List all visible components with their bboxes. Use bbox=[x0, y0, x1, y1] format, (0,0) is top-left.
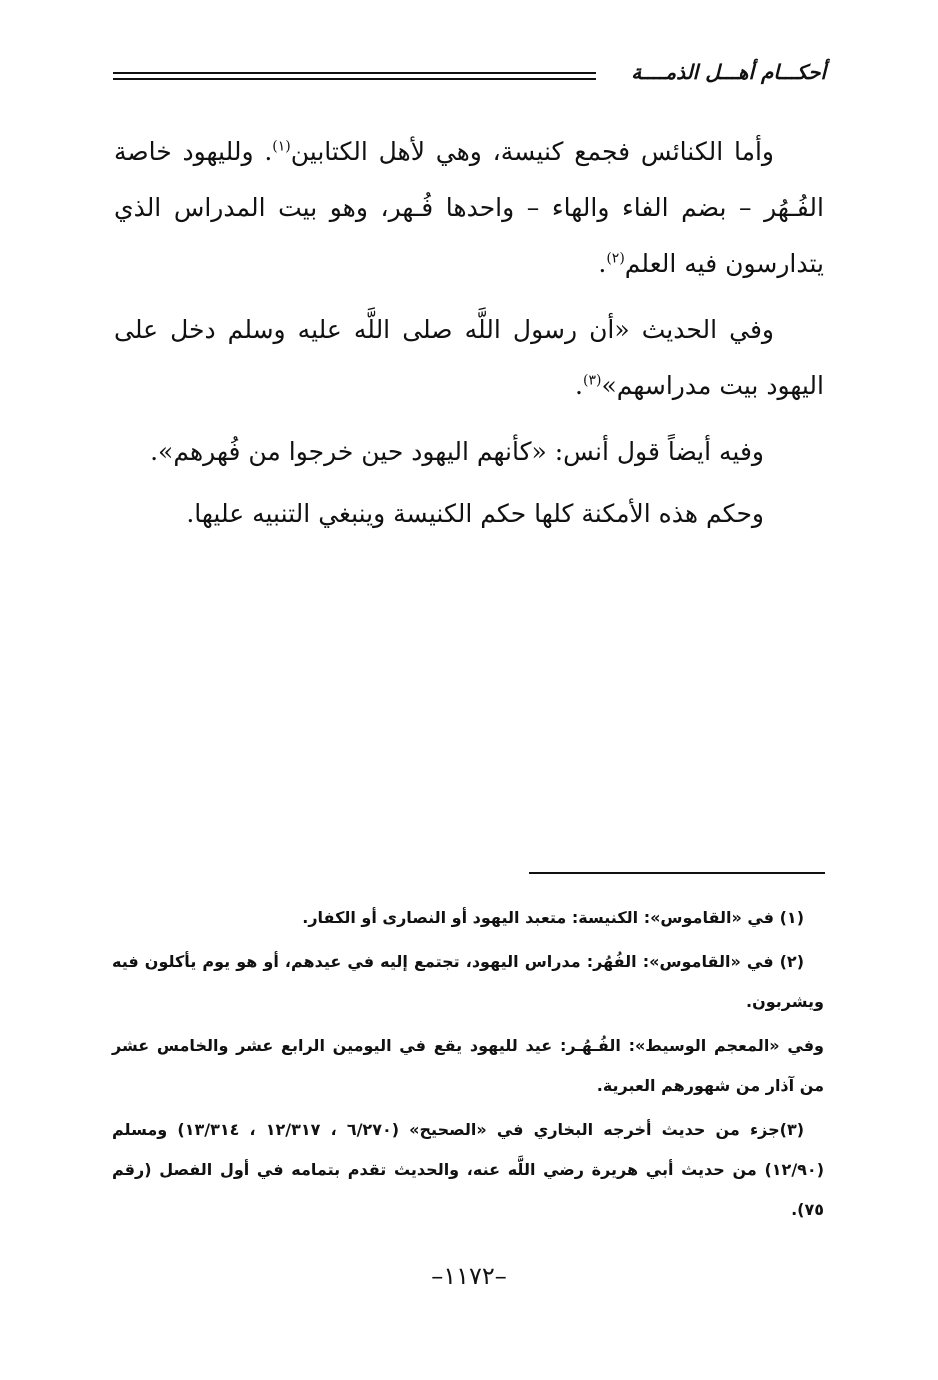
main-text bbox=[114, 124, 824, 548]
header-rule-bottom bbox=[113, 78, 596, 80]
footnote-ref-1[interactable]: (١) bbox=[272, 138, 291, 155]
header-title: أحكـــام أهـــل الذمــــة bbox=[631, 60, 826, 84]
footnote-ref-2[interactable]: (٢) bbox=[606, 250, 625, 267]
footnote-2-continued: وفي «المعجم الوسيط»: الفُـهُـر: عيد لليهود يقع في اليومين الرابع عشر والخامس عشر من آذار من شهورهم العبرية. bbox=[112, 1036, 824, 1095]
header-rule-top bbox=[113, 72, 596, 74]
paragraph-churches: وأما الكنائس فجمع كنيسة، وهي لأهل الكتابين$^{(١)}$. ولليهود خاصة الفُـهُر – بضم الفاء والهاء – واحدها فُـهر، وهو بيت المدراس الذي يتدارسون فيه العلم$^{(٢)}$. bbox=[114, 137, 824, 278]
page-number: –١١٧٢– bbox=[431, 1262, 507, 1290]
footnote-ref-3[interactable]: (٣) bbox=[582, 372, 602, 389]
paragraph-hadith: وفي الحديث «أن رسول اللَّه صلى اللَّه عليه وسلم دخل على اليهود بيت مدراسهم»$^{(٣)}$. bbox=[114, 315, 824, 400]
paragraph-anas: وفيه أيضاً قول أنس: «كأنهم اليهود حين خرجوا من فُهرهم». bbox=[150, 437, 764, 466]
footnote-2: (٢) في «القاموس»: الفُهُر: مدراس اليهود، تجتمع إليه في عيدهم، أو هو يوم يأكلون فيه ويشربون. bbox=[112, 952, 824, 1011]
footnote-1: (١) في «القاموس»: الكنيسة: متعبد اليهود أو النصارى أو الكفار. bbox=[302, 908, 804, 927]
paragraph-ruling: وحكم هذه الأمكنة كلها حكم الكنيسة وينبغي التنبيه عليها. bbox=[186, 499, 764, 528]
footnote-3: (٣)جزء من حديث أخرجه البخاري في «الصحيح» (٦/٢٧٠ ، ١٢/٣١٧ ، ١٣/٣١٤) ومسلم (١٢/٩٠) من حديث أبي هريرة رضي اللَّه عنه، والحديث تقدم بتمامه في أول الفصل (رقم ٧٥). bbox=[112, 1120, 824, 1219]
running-header bbox=[113, 58, 826, 88]
footnotes bbox=[112, 898, 824, 1234]
footnote-separator bbox=[529, 872, 825, 874]
